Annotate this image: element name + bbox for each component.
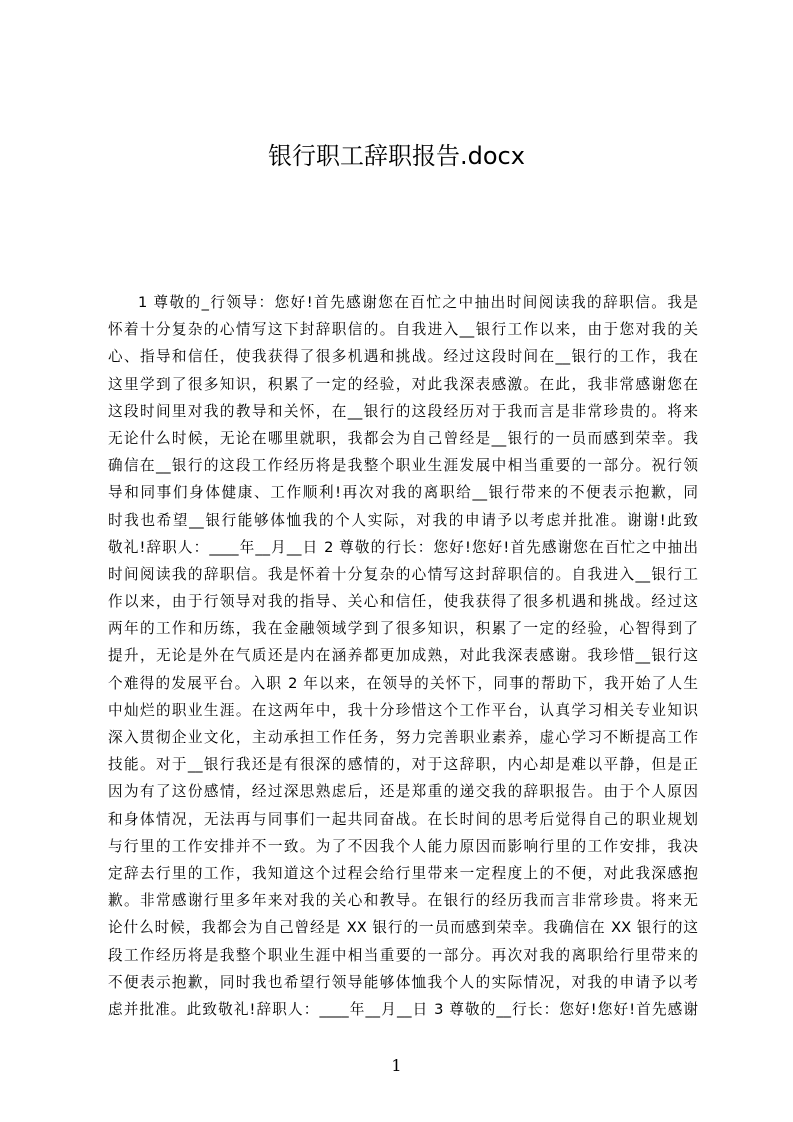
body-line: 确信在__银行的这段工作经历将是我整个职业生涯发展中相当重要的一部分。祝行领 bbox=[108, 457, 698, 475]
body-line: 时间阅读我的辞职信。我是怀着十分复杂的心情写这封辞职信的。自我进入__银行工 bbox=[108, 565, 698, 583]
body-line: 不便表示抱歉，同时我也希望行领导能够体恤我个人的实际情况，对我的申请予以考 bbox=[108, 973, 698, 991]
body-line: 敬礼!辞职人：____年__月__日 2 尊敬的行长：您好!您好!首先感谢您在百忙之中抽出 bbox=[108, 538, 698, 556]
document-title: 银行职工辞职报告.docx bbox=[268, 142, 525, 170]
body-line: 1 尊敬的_行领导：您好!首先感谢您在百忙之中抽出时间阅读我的辞职信。我是 bbox=[138, 294, 698, 311]
body-line: 和身体情况，无法再与同事们一起共同奋战。在长时间的思考后觉得自己的职业规划 bbox=[108, 810, 698, 828]
body-line: 段工作经历将是我整个职业生涯中相当重要的一部分。再次对我的离职给行里带来的 bbox=[108, 946, 698, 964]
body-line: 这段时间里对我的教导和关怀，在__银行的这段经历对于我而言是非常珍贵的。将来 bbox=[108, 402, 698, 420]
body-line: 深入贯彻企业文化，主动承担工作任务，努力完善职业素养，虚心学习不断提高工作 bbox=[108, 729, 698, 746]
document-body bbox=[108, 289, 698, 1039]
body-line: 提升，无论是外在气质还是内在涵养都更加成熟，对此我深表感谢。我珍惜__银行这 bbox=[108, 647, 698, 665]
body-line: 个难得的发展平台。入职 2 年以来，在领导的关怀下，同事的帮助下，我开始了人生 bbox=[108, 674, 698, 692]
body-line: 导和同事们身体健康、工作顺利!再次对我的离职给__银行带来的不便表示抱歉，同 bbox=[108, 484, 698, 502]
body-line: 时我也希望__银行能够体恤我的个人实际，对我的申请予以考虑并批准。谢谢!此致 bbox=[108, 511, 698, 529]
body-line: 定辞去行里的工作，我知道这个过程会给行里带来一定程度上的不便，对此我深感抱 bbox=[108, 864, 698, 882]
body-line: 与行里的工作安排并不一致。为了不因我个人能力原因而影响行里的工作安排，我决 bbox=[108, 837, 698, 855]
body-line: 论什么时候，我都会为自己曾经是 XX 银行的一员而感到荣幸。我确信在 XX 银行的这 bbox=[108, 919, 698, 937]
body-line: 心、指导和信任，使我获得了很多机遇和挑战。经过这段时间在__银行的工作，我在 bbox=[108, 348, 698, 366]
body-line: 这里学到了很多知识，积累了一定的经验，对此我深表感激。在此，我非常感谢您在 bbox=[108, 375, 698, 393]
body-line: 技能。对于__银行我还是有很深的感情的，对于这辞职，内心却是难以平静，但是正 bbox=[108, 756, 698, 774]
body-line: 中灿烂的职业生涯。在这两年中，我十分珍惜这个工作平台，认真学习相关专业知识 bbox=[108, 701, 698, 719]
body-line: 两年的工作和历练，我在金融领域学到了很多知识，积累了一定的经验，心智得到了 bbox=[108, 620, 698, 638]
body-line: 因为有了这份感情，经过深思熟虑后，还是郑重的递交我的辞职报告。由于个人原因 bbox=[108, 783, 698, 801]
body-line: 歉。非常感谢行里多年来对我的关心和教导。在银行的经历我而言非常珍贵。将来无 bbox=[108, 892, 698, 910]
page-number: 1 bbox=[391, 1056, 402, 1075]
body-line: 怀着十分复杂的心情写这下封辞职信的。自我进入__银行工作以来，由于您对我的关 bbox=[108, 321, 698, 339]
body-line: 无论什么时候，无论在哪里就职，我都会为自己曾经是__银行的一员而感到荣幸。我 bbox=[108, 429, 698, 447]
body-line: 作以来，由于行领导对我的指导、关心和信任，使我获得了很多机遇和挑战。经过这 bbox=[108, 593, 698, 611]
body-line: 虑并批准。此致敬礼!辞职人：____年__月__日 3 尊敬的__行长：您好!您好!首先感谢 bbox=[108, 1000, 698, 1018]
